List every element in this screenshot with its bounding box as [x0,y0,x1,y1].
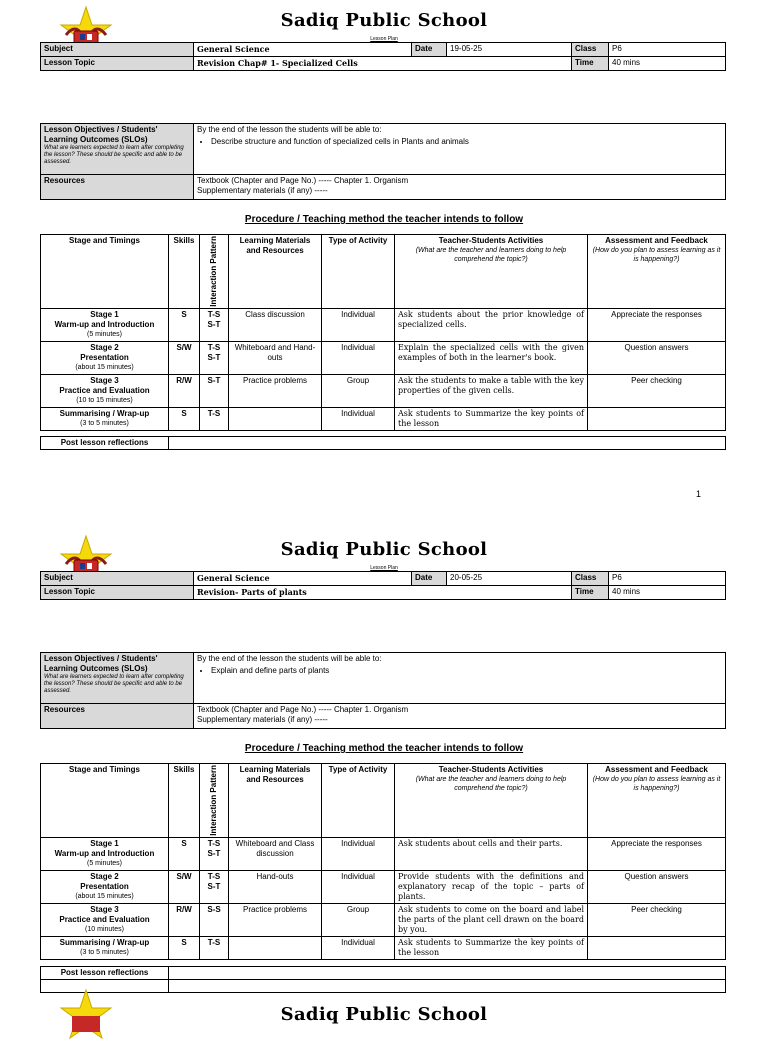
col-assessment-note: (How do you plan to assess learning as it is happening?) [592,776,721,792]
post-reflections-value [169,437,726,450]
stage-timing: (5 minutes) [86,330,122,338]
lesson-topic-value: Revision- Parts of plants [194,586,572,600]
objectives-intro: By the end of the lesson the students will be able to: [197,654,382,663]
stage-skills: S [169,407,200,430]
objectives-label-cell [41,124,194,175]
col-materials: Learning Materials and Resources [229,235,322,309]
time-value: 40 mins [609,57,726,71]
stage-activity: Explain the specialized cells with the given examples of both in the learner's book. [395,341,588,374]
col-interaction: Interaction Pattern [200,764,229,838]
textbook-line: Textbook (Chapter and Page No.) ----- Chapter 1. Organism [197,705,409,714]
stage-activity: Ask students about the prior knowledge of specialized cells. [395,308,588,341]
stage-timing: (3 to 5 minutes) [80,419,129,427]
stage-timing: (about 15 minutes) [75,363,134,371]
col-activity-type: Type of Activity [322,764,395,838]
stage-row [41,837,726,870]
stage-interaction: T-S S-T [200,308,229,341]
stage-materials [229,936,322,959]
time-value: 40 mins [609,586,726,600]
col-ts-note: (What are the teacher and learners doing to help comprehend the topic?) [415,247,567,263]
objective-item: • Describe structure and function of specialized cells in Plants and animals [211,137,722,147]
lesson-topic-label: Lesson Topic [41,586,194,600]
stage-assessment: Question answers [588,341,726,374]
col-assessment: Assessment and Feedback (How do you plan to assess learning as it is happening?) [588,235,726,309]
procedure-table [40,763,726,960]
stage-interaction: T-S [200,407,229,430]
resources-content [194,704,726,729]
stage-title: Stage 3 [90,375,119,385]
stage-assessment: Peer checking [588,903,726,936]
date-value: 20-05-25 [447,572,572,586]
stage-subtitle: Presentation [80,352,129,362]
textbook-line: Textbook (Chapter and Page No.) ----- Chapter 1. Organism [197,176,409,185]
stage-materials: Practice problems [229,374,322,407]
school-title: Sadiq Public School [280,1004,488,1025]
class-value: P6 [609,572,726,586]
stage-interaction: T-S S-T [200,837,229,870]
col-skills: Skills [169,764,200,838]
post-reflections-label: Post lesson reflections [41,967,169,980]
stage-materials: Hand-outs [229,870,322,903]
stage-row [41,407,726,430]
lesson-header-table [40,571,726,600]
class-label: Class [572,572,609,586]
stage-subtitle: Presentation [80,881,129,891]
stage-skills: S/W [169,341,200,374]
stage-assessment: Appreciate the responses [588,308,726,341]
col-stage: Stage and Timings [41,764,169,838]
post-reflections-value [169,967,726,980]
stage-subtitle: Warm-up and Introduction [54,848,155,858]
page-number: 1 [696,489,702,499]
stage-activity: Ask students to Summarize the key points of the lesson [395,407,588,430]
stage-activity-type: Individual [322,870,395,903]
col-ts-activities: Teacher-Students Activities (What are the teacher and learners doing to help comprehend the topic?) [395,235,588,309]
stage-activity: Ask the students to make a table with the key properties of the given cells. [395,374,588,407]
procedure-table [40,234,726,431]
stage-title: Stage 1 [90,838,119,848]
stage-timing: (5 minutes) [86,859,122,867]
objectives-note: What are learners expected to learn after completing the lesson? These should be specific and able to be assessed. [44,145,184,165]
stage-assessment [588,936,726,959]
reflections-table [40,966,726,993]
lesson-topic-label: Lesson Topic [41,57,194,71]
resources-content [194,175,726,200]
stage-interaction: T-S S-T [200,341,229,374]
stage-materials: Class discussion [229,308,322,341]
stage-activity: Provide students with the definitions and explanatory recap of the topic – parts of plants. [395,870,588,903]
stage-activity-type: Group [322,903,395,936]
stage-row [41,308,726,341]
subject-value: General Science [194,572,412,586]
objectives-note: What are learners expected to learn after completing the lesson? These should be specific and able to be assessed. [44,674,184,694]
class-label: Class [572,43,609,57]
objectives-title: Lesson Objectives / Students' Learning Outcomes (SLOs) [44,125,158,144]
supplementary-line: Supplementary materials (if any) ----- [197,715,328,724]
stage-title: Summarising / Wrap-up [59,408,150,418]
stage-materials: Whiteboard and Class discussion [229,837,322,870]
lesson-plan-label: Lesson Plan [370,36,398,42]
stage-subtitle: Practice and Evaluation [59,914,150,924]
stage-interaction: T-S [200,936,229,959]
objectives-content [194,124,726,175]
procedure-title: Procedure / Teaching method the teacher intends to follow [244,743,524,754]
stage-activity-type: Individual [322,936,395,959]
col-materials: Learning Materials and Resources [229,764,322,838]
stage-assessment [588,407,726,430]
time-label: Time [572,57,609,71]
class-value: P6 [609,43,726,57]
stage-title: Stage 3 [90,904,119,914]
stage-title: Stage 2 [90,342,119,352]
time-label: Time [572,586,609,600]
stage-activity-type: Individual [322,837,395,870]
stage-row [41,903,726,936]
lesson-topic-value: Revision Chap# 1- Specialized Cells [194,57,572,71]
subject-label: Subject [41,43,194,57]
col-assessment-note: (How do you plan to assess learning as it is happening?) [592,247,721,263]
stage-assessment: Peer checking [588,374,726,407]
stage-materials [229,407,322,430]
stage-skills: S [169,308,200,341]
stage-title: Summarising / Wrap-up [59,937,150,947]
stage-timing: (10 minutes) [85,925,124,933]
subject-label: Subject [41,572,194,586]
col-activity-type: Type of Activity [322,235,395,309]
stage-row [41,936,726,959]
date-label: Date [412,572,447,586]
stage-title: Stage 2 [90,871,119,881]
date-label: Date [412,43,447,57]
objectives-label-cell [41,653,194,704]
school-title: Sadiq Public School [280,539,488,560]
date-value: 19-05-25 [447,43,572,57]
stage-activity-type: Individual [322,341,395,374]
col-assessment: Assessment and Feedback (How do you plan to assess learning as it is happening?) [588,764,726,838]
stage-activity: Ask students to come on the board and label the parts of the plant cell drawn on the board by you. [395,903,588,936]
objective-item: • Explain and define parts of plants [211,666,722,676]
stage-assessment: Appreciate the responses [588,837,726,870]
objectives-content [194,653,726,704]
stage-activity-type: Group [322,374,395,407]
stage-subtitle: Practice and Evaluation [59,385,150,395]
col-stage: Stage and Timings [41,235,169,309]
stage-skills: S/W [169,870,200,903]
procedure-title: Procedure / Teaching method the teacher intends to follow [244,214,524,225]
resources-label: Resources [41,175,194,200]
col-interaction: Interaction Pattern [200,235,229,309]
supplementary-line: Supplementary materials (if any) ----- [197,186,328,195]
subject-value: General Science [194,43,412,57]
stage-materials: Practice problems [229,903,322,936]
resources-label: Resources [41,704,194,729]
stage-skills: S [169,936,200,959]
lesson-header-table [40,42,726,71]
col-skills: Skills [169,235,200,309]
reflections-table [40,436,726,450]
stage-materials: Whiteboard and Hand-outs [229,341,322,374]
stage-interaction: T-S S-T [200,870,229,903]
school-title: Sadiq Public School [280,10,488,31]
stage-interaction: S-S [200,903,229,936]
post-reflections-label: Post lesson reflections [41,437,169,450]
stage-activity: Ask students about cells and their parts. [395,837,588,870]
stage-title: Stage 1 [90,309,119,319]
stage-activity: Ask students to Summarize the key points of the lesson [395,936,588,959]
lesson-plan-label: Lesson Plan [370,565,398,571]
stage-row [41,341,726,374]
stage-row [41,870,726,903]
lesson-plan-page [0,529,768,1049]
col-ts-note: (What are the teacher and learners doing to help comprehend the topic?) [415,776,567,792]
objectives-intro: By the end of the lesson the students will be able to: [197,125,382,134]
stage-timing: (10 to 15 minutes) [76,396,133,404]
stage-activity-type: Individual [322,308,395,341]
objectives-table [40,123,726,200]
stage-timing: (3 to 5 minutes) [80,948,129,956]
stage-activity-type: Individual [322,407,395,430]
stage-interaction: S-T [200,374,229,407]
col-ts-activities: Teacher-Students Activities (What are the teacher and learners doing to help comprehend the topic?) [395,764,588,838]
objectives-title: Lesson Objectives / Students' Learning Outcomes (SLOs) [44,654,158,673]
lesson-plan-page [0,0,768,520]
stage-row [41,374,726,407]
stage-timing: (about 15 minutes) [75,892,134,900]
stage-assessment: Question answers [588,870,726,903]
stage-skills: R/W [169,374,200,407]
objectives-table [40,652,726,729]
stage-subtitle: Warm-up and Introduction [54,319,155,329]
stage-skills: R/W [169,903,200,936]
stage-skills: S [169,837,200,870]
